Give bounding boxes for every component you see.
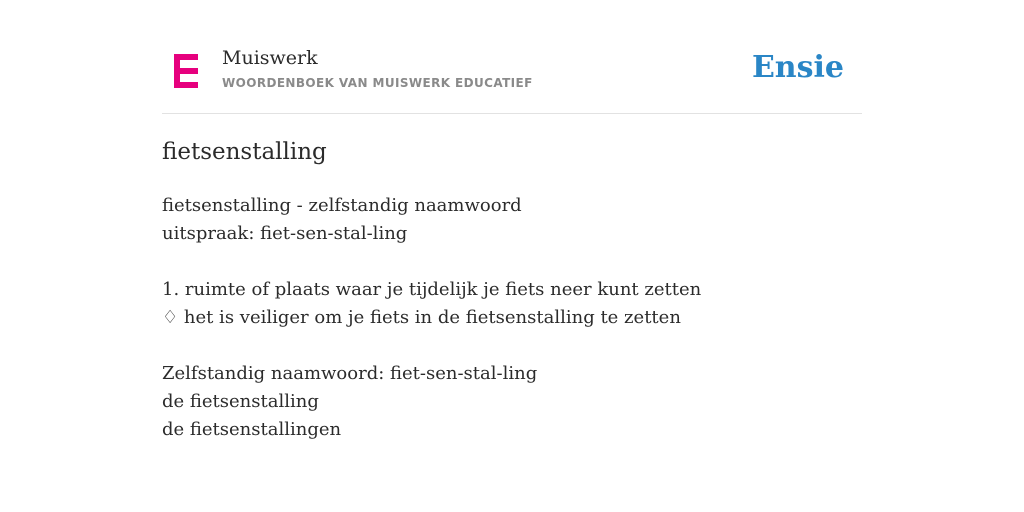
brand-text (222, 46, 533, 90)
definition-line: 1. ruimte of plaats waar je tijdelijk je fiets neer kunt zetten (162, 279, 702, 300)
ensie-logo-link[interactable]: Ensie (751, 50, 844, 85)
spacer (162, 248, 862, 276)
plural-form: de fietsenstallingen (162, 419, 342, 440)
example-line: ♢ het is veiliger om je fiets in de fietsenstalling te zetten (162, 307, 681, 328)
pronunciation-line: uitspraak: fiet-sen-stal-ling (162, 223, 408, 244)
singular-form: de fietsenstalling (162, 391, 319, 412)
grammar-line: Zelfstandig naamwoord: fiet-sen-stal-ling (162, 363, 538, 384)
muiswerk-logo-icon[interactable] (172, 54, 200, 88)
brand-subtitle: WOORDENBOEK VAN MUISWERK EDUCATIEF (222, 76, 533, 90)
word-class-line: fietsenstalling - zelfstandig naamwoord (162, 195, 522, 216)
entry-content (162, 136, 862, 444)
brand-name[interactable]: Muiswerk (222, 47, 318, 69)
page-title: fietsenstalling (162, 139, 327, 165)
spacer (162, 332, 862, 360)
site-header (162, 40, 862, 114)
